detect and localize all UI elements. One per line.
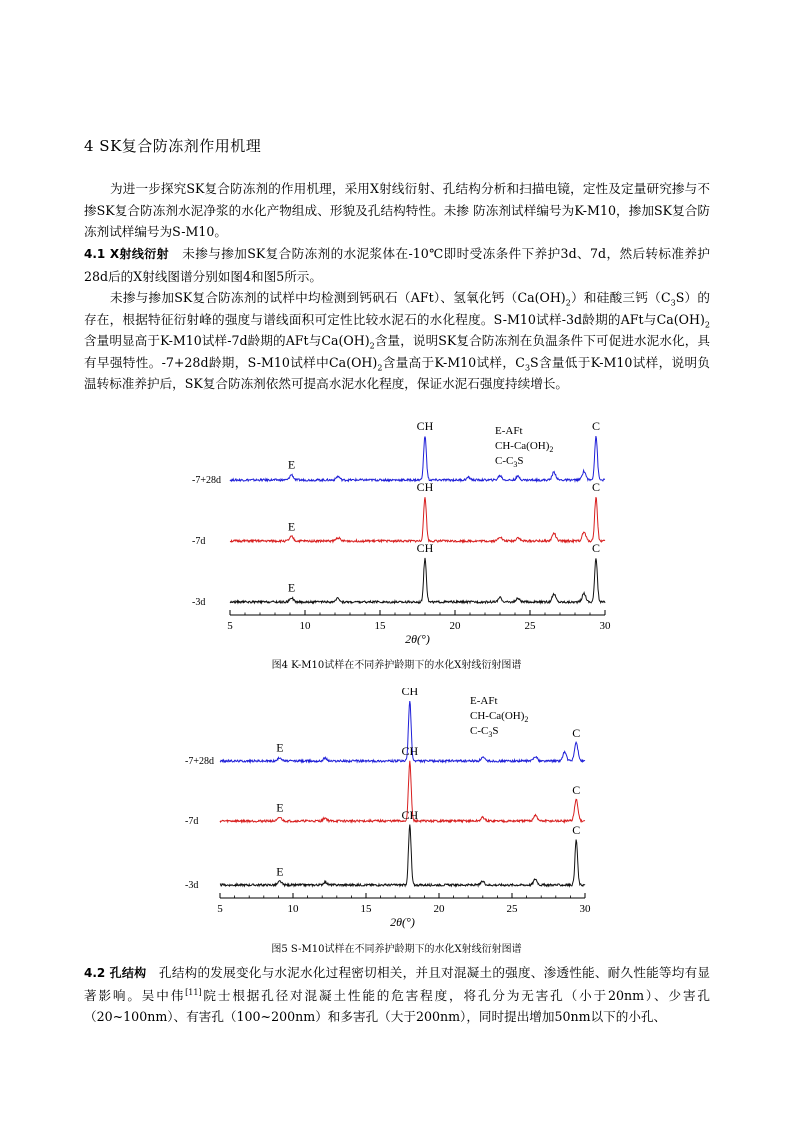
x-tick-label: 5 bbox=[227, 620, 233, 632]
paragraph-intro bbox=[84, 178, 710, 243]
text-run: 院士根据孔径对混凝土性能的危害程度，将孔分为无害孔（小于20nm）、少害孔（20~100nm）、有害孔（100~200nm）和多害孔（大于200nm），同时提出增加50nm以下的小孔、 bbox=[84, 987, 710, 1024]
peak-label: C bbox=[591, 480, 601, 494]
figure-4-caption: 图4 K-M10试样在不同养护龄期下的水化X射线衍射图谱 bbox=[271, 660, 522, 671]
text-run: 孔结构的发展变化与水泥水化过程密切相关，并且对混凝土的强度、渗透性能、耐久性能等均有显著影响。吴中伟 bbox=[84, 965, 711, 1003]
x-tick-label: 25 bbox=[506, 903, 518, 915]
x-tick-label: 30 bbox=[579, 903, 591, 915]
x-axis-label: 2θ(°) bbox=[390, 915, 415, 929]
legend-entry: $C-C_3S$ bbox=[495, 455, 524, 469]
peak-label: CH bbox=[401, 744, 419, 758]
peak-label: C bbox=[572, 823, 581, 837]
subscript: 2 bbox=[704, 320, 710, 330]
subsection-heading-xrd: 4.1 X射线衍射 bbox=[84, 247, 170, 261]
text-run: 含量，说明SK复合防冻剂在负温条件下可促进水泥水化，具有早强特性。-7+28d龄期，S-M10试样中Ca(OH) bbox=[84, 333, 710, 370]
text-run: S含量低于K-M10试样，说明负温转标准养护后，SK复合防冻剂依然可提高水泥水化程度，保证水泥石强度持续增长。 bbox=[84, 354, 710, 391]
peak-label: CH bbox=[416, 420, 434, 433]
x-tick-label: 30 bbox=[599, 620, 611, 632]
x-tick-label: 20 bbox=[449, 620, 461, 632]
series-label: -7d bbox=[185, 816, 199, 827]
legend-entry: $C-C_3S$ bbox=[470, 725, 499, 739]
legend bbox=[470, 695, 528, 739]
x-tick-label: 15 bbox=[374, 620, 386, 632]
x-axis-label: 2θ(°) bbox=[405, 632, 430, 645]
x-tick-label: 15 bbox=[360, 903, 372, 915]
text-run: ）和硅酸三钙（C bbox=[570, 290, 671, 305]
x-tick-label: 10 bbox=[299, 620, 311, 632]
x-tick-label: 5 bbox=[217, 903, 223, 915]
peak-label: CH bbox=[416, 541, 434, 555]
peak-label: CH bbox=[416, 480, 434, 494]
legend-entry: $CH-Ca(OH)_2$ bbox=[495, 440, 554, 454]
citation-ref: [11] bbox=[185, 987, 202, 997]
series-label: -7+28d bbox=[185, 756, 214, 767]
paragraph-xrd-intro bbox=[84, 243, 710, 287]
paragraph-pore-structure bbox=[84, 962, 710, 1028]
x-tick-label: 25 bbox=[524, 620, 536, 632]
series-label: -7+28d bbox=[192, 475, 221, 486]
series-label: -3d bbox=[185, 880, 199, 891]
legend bbox=[495, 425, 553, 469]
xrd-chart-s-m10 bbox=[180, 688, 620, 930]
paragraph-intro-text: 为进一步探究SK复合防冻剂的作用机理，采用X射线衍射、孔结构分析和扫描电镜，定性及定量研究掺与不掺SK复合防冻剂水泥净浆的水化产物组成、形貌及孔结构特性。未掺 防冻剂试样编号为K-M10，掺加SK复合防冻剂试样编号为S-M10。 bbox=[84, 181, 710, 239]
xrd-chart-k-m10 bbox=[180, 420, 620, 645]
subscript: 2 bbox=[565, 298, 571, 308]
peak-label: C bbox=[572, 783, 581, 797]
peak-label: E bbox=[287, 580, 296, 595]
text-run: 含量高于K-M10试样，C bbox=[382, 354, 525, 370]
text-run: S）的存在，根据特征衍射峰的强度与谱线面积可定性比较水泥石的水化程度。S-M10试样-3d龄期的AFt与Ca(OH) bbox=[84, 290, 710, 327]
legend-entry: $CH-Ca(OH)_2$ bbox=[470, 710, 529, 724]
subscript: 2 bbox=[377, 363, 383, 373]
peak-label: CH bbox=[401, 688, 419, 698]
series-line bbox=[220, 825, 585, 887]
peak-label: E bbox=[287, 519, 296, 534]
section-title: 4 SK复合防冻剂作用机理 bbox=[84, 137, 262, 155]
subscript: 2 bbox=[369, 341, 375, 351]
peak-label: CH bbox=[401, 808, 419, 822]
text-run: 未掺与掺加SK复合防冻剂的试样中均检测到钙矾石（AFt）、氢氧化钙（Ca(OH) bbox=[110, 290, 566, 305]
text-run: 含量明显高于K-M10试样-7d龄期的AFt与Ca(OH) bbox=[84, 333, 370, 348]
figure-5-caption: 图5 S-M10试样在不同养护龄期下的水化X射线衍射图谱 bbox=[271, 944, 522, 955]
peak-label: C bbox=[591, 541, 601, 555]
peak-label: E bbox=[287, 457, 296, 472]
series-line bbox=[230, 497, 605, 542]
peak-label: E bbox=[276, 800, 284, 815]
series-label: -7d bbox=[192, 536, 206, 547]
peak-label: E bbox=[276, 864, 284, 879]
subscript: 3 bbox=[524, 363, 531, 373]
paragraph-xrd-intro-text: 未掺与掺加SK复合防冻剂的水泥浆体在-10℃即时受冻条件下养护3d、7d，然后转标准养护28d后的X射线图谱分别如图4和图5所示。 bbox=[84, 246, 710, 284]
series-line bbox=[230, 558, 605, 603]
peak-label: C bbox=[591, 420, 601, 433]
x-tick-label: 10 bbox=[287, 903, 299, 915]
subscript: 3 bbox=[670, 298, 676, 308]
peak-label: E bbox=[276, 740, 284, 755]
legend-entry: E-AFt bbox=[495, 425, 523, 437]
x-tick-label: 20 bbox=[433, 903, 445, 915]
peak-label: C bbox=[572, 726, 581, 740]
paragraph-xrd-analysis bbox=[84, 287, 710, 395]
subsection-heading-pore: 4.2 孔结构 bbox=[84, 966, 147, 980]
legend-entry: E-AFt bbox=[470, 695, 498, 707]
series-label: -3d bbox=[192, 597, 206, 608]
